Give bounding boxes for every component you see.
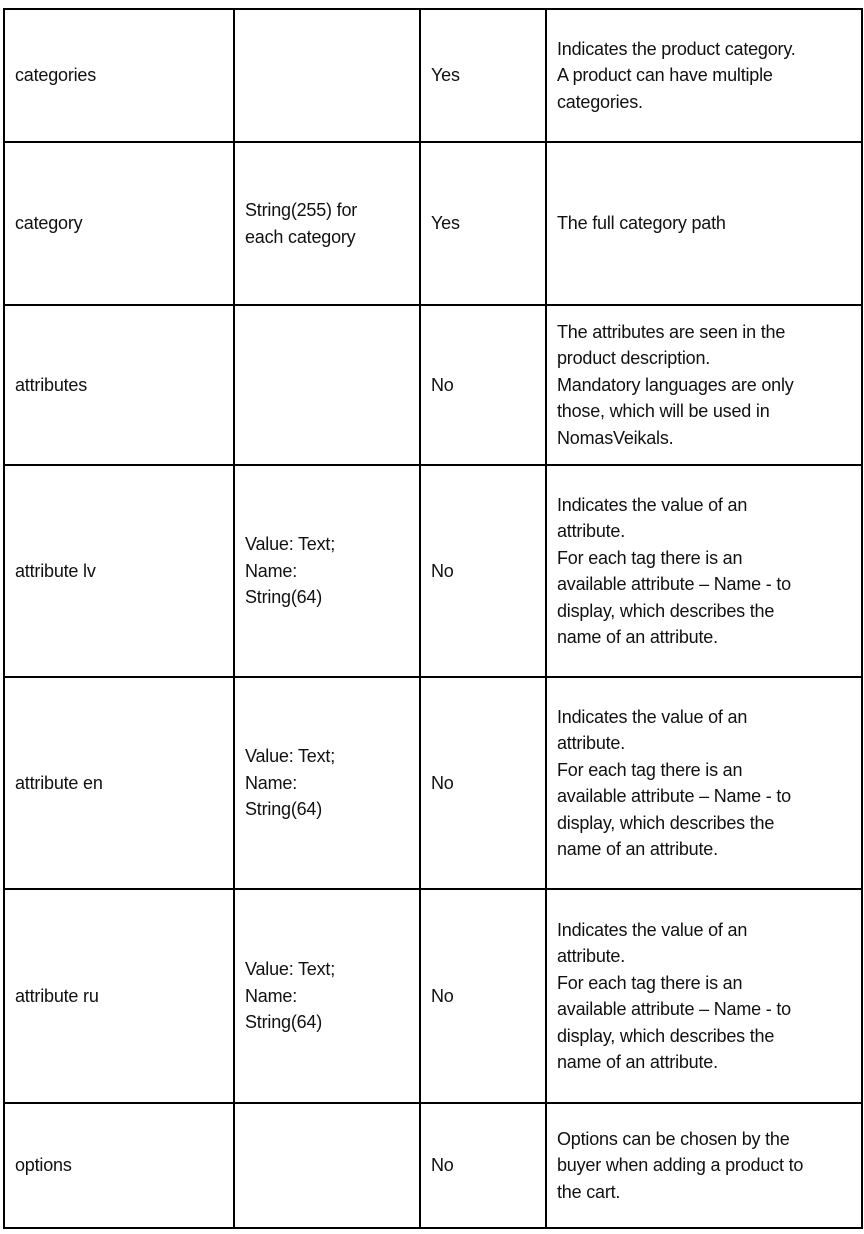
required-cell-line: Yes <box>431 213 460 234</box>
required-cell <box>420 1103 546 1228</box>
description-cell-line: For each tag there is an <box>557 547 743 568</box>
type-cell-line: Name: <box>245 772 298 793</box>
description-cell-line: Mandatory languages are only <box>557 374 794 395</box>
description-cell-line: those, which will be used in <box>557 401 770 422</box>
description-cell-line: A product can have multiple <box>557 65 773 86</box>
type-cell-line: String(64) <box>245 799 323 820</box>
type-cell <box>234 142 420 305</box>
description-cell-line: attribute. <box>557 733 626 753</box>
required-cell-line: No <box>431 772 454 793</box>
description-cell-line: the cart. <box>557 1181 621 1202</box>
description-cell-line: categories. <box>557 91 643 112</box>
description-cell-line: The full category path <box>557 213 726 234</box>
field-name-cell-line: attribute lv <box>15 560 96 581</box>
table-row <box>4 305 862 465</box>
required-cell-line: No <box>431 560 454 581</box>
type-cell <box>234 677 420 889</box>
type-cell <box>234 465 420 677</box>
field-name-cell <box>4 305 234 465</box>
table-row <box>4 9 862 142</box>
description-cell-line: attribute. <box>557 946 626 966</box>
field-name-cell <box>4 1103 234 1228</box>
type-cell-line: String(64) <box>245 587 323 608</box>
description-cell-line: display, which describes the <box>557 1025 775 1046</box>
field-name-cell-line: options <box>15 1155 72 1176</box>
description-cell-line: Indicates the product category. <box>557 38 796 59</box>
description-cell-line: NomasVeikals. <box>557 427 674 448</box>
field-name-cell-line: attribute ru <box>15 985 99 1006</box>
description-cell-line: display, which describes the <box>557 812 775 833</box>
field-name-cell <box>4 677 234 889</box>
required-cell <box>420 465 546 677</box>
description-cell-line: available attribute – Name - to <box>557 574 791 594</box>
description-cell-line: Indicates the value of an <box>557 919 748 940</box>
type-cell-line: String(64) <box>245 1012 323 1033</box>
required-cell <box>420 305 546 465</box>
type-cell-line: Name: <box>245 560 298 581</box>
field-name-cell <box>4 142 234 305</box>
type-cell <box>234 9 420 142</box>
description-cell-line: available attribute – Name - to <box>557 999 791 1019</box>
type-cell-line: Name: <box>245 985 298 1006</box>
field-spec-table <box>3 8 863 1229</box>
field-name-cell-line: category <box>15 213 83 234</box>
description-cell-line: Options can be chosen by the <box>557 1128 790 1149</box>
description-cell-line: attribute. <box>557 521 626 541</box>
description-cell-line: The attributes are seen in the <box>557 321 786 342</box>
required-cell-line: No <box>431 1155 454 1176</box>
description-cell-line: available attribute – Name - to <box>557 786 791 806</box>
description-cell <box>546 677 862 889</box>
required-cell-line: Yes <box>431 65 460 86</box>
description-cell-line: display, which describes the <box>557 600 775 621</box>
description-cell-line: For each tag there is an <box>557 759 743 780</box>
type-cell-line: Value: Text; <box>245 534 335 555</box>
required-cell <box>420 889 546 1103</box>
table-row <box>4 1103 862 1228</box>
field-name-cell <box>4 889 234 1103</box>
description-cell <box>546 142 862 305</box>
type-cell-line: Value: Text; <box>245 959 335 980</box>
field-name-cell-line: categories <box>15 65 97 86</box>
type-cell-line: each category <box>245 226 356 247</box>
description-cell <box>546 889 862 1103</box>
type-cell <box>234 305 420 465</box>
required-cell <box>420 677 546 889</box>
description-cell-line: product description. <box>557 348 711 369</box>
field-name-cell-line: attribute en <box>15 772 103 793</box>
description-cell <box>546 305 862 465</box>
description-cell-line: name of an attribute. <box>557 839 718 859</box>
description-cell-line: Indicates the value of an <box>557 706 748 727</box>
table-row <box>4 889 862 1103</box>
type-cell <box>234 889 420 1103</box>
field-name-cell <box>4 9 234 142</box>
table-row <box>4 142 862 305</box>
required-cell-line: No <box>431 985 454 1006</box>
type-cell <box>234 1103 420 1228</box>
description-cell <box>546 1103 862 1228</box>
description-cell-line: name of an attribute. <box>557 1052 718 1072</box>
description-cell-line: For each tag there is an <box>557 972 743 993</box>
required-cell-line: No <box>431 374 454 395</box>
table-row <box>4 677 862 889</box>
description-cell-line: buyer when adding a product to <box>557 1155 804 1176</box>
required-cell <box>420 142 546 305</box>
table-row <box>4 465 862 677</box>
field-name-cell <box>4 465 234 677</box>
required-cell <box>420 9 546 142</box>
type-cell-line: Value: Text; <box>245 746 335 767</box>
field-name-cell-line: attributes <box>15 374 88 395</box>
description-cell-line: name of an attribute. <box>557 627 718 647</box>
description-cell <box>546 9 862 142</box>
type-cell-line: String(255) for <box>245 200 358 220</box>
description-cell <box>546 465 862 677</box>
description-cell-line: Indicates the value of an <box>557 494 748 515</box>
